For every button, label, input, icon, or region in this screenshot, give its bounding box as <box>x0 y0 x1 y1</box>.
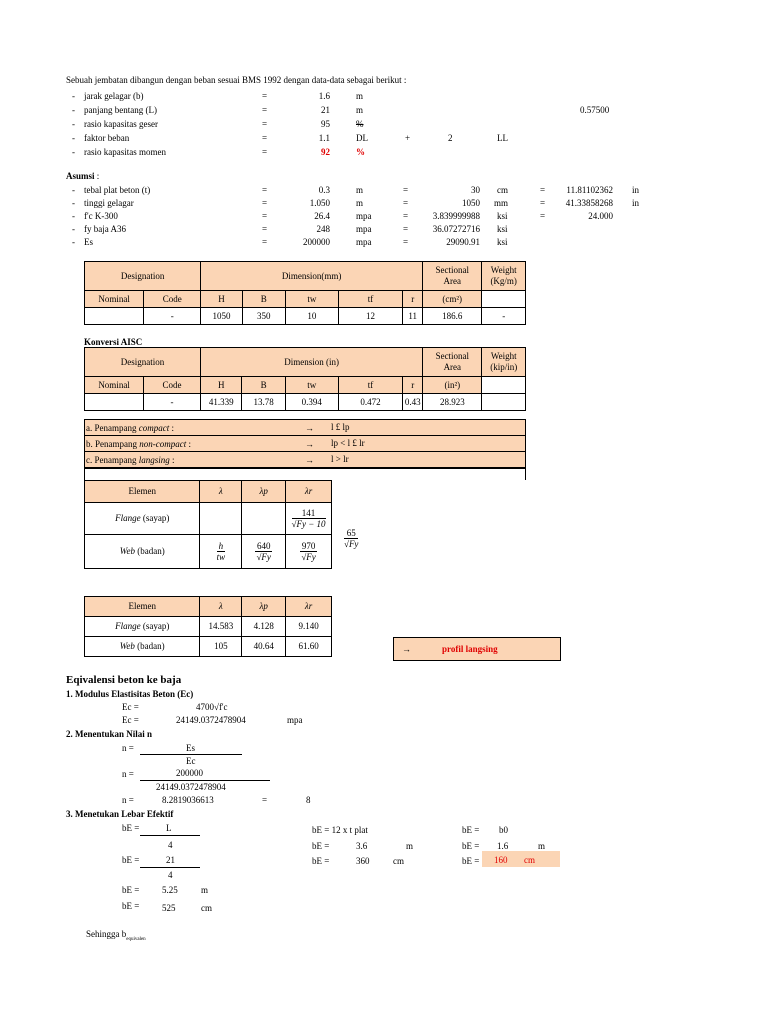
lambda-value-table <box>84 596 332 657</box>
h-header: H <box>200 377 241 394</box>
designation-header: Designation <box>85 262 201 291</box>
profil-result: profil langsing <box>442 644 498 654</box>
equals: = <box>403 185 409 195</box>
cell: - <box>482 308 526 325</box>
row-label: f'c K-300 <box>84 211 118 221</box>
row-label: fy baja A36 <box>84 224 126 234</box>
cell: 41.339 <box>200 394 241 411</box>
weight-header: Weight (Kg/m) <box>482 262 526 291</box>
unit-1: mpa <box>356 224 372 234</box>
dash: - <box>72 133 75 143</box>
value-2: 30 <box>471 185 480 195</box>
value-3: 41.33858268 <box>565 198 613 208</box>
table-row <box>85 394 526 411</box>
equals: = <box>262 91 268 101</box>
weight-unit-blank <box>482 377 526 394</box>
cell: 350 <box>242 308 285 325</box>
h-header: H <box>201 291 242 308</box>
weight-unit-blank <box>482 291 526 308</box>
equals: = <box>262 105 268 115</box>
be-value: 3.6 <box>356 841 368 851</box>
be-num: L <box>166 823 172 833</box>
equals: = <box>403 237 409 247</box>
sehingga-text: Sehingga $b_{equivalen}$ <box>86 929 146 942</box>
unit-1: mpa <box>356 211 372 221</box>
n-den: 24149.0372478904 <box>156 782 226 792</box>
value-2: 29090.91 <box>446 237 480 247</box>
asumsi-title: Asumsi <box>66 171 95 181</box>
arrow-icon: → <box>402 644 411 654</box>
dimension-header: Dimension (in) <box>200 348 422 377</box>
tw-header: tw <box>285 377 338 394</box>
cell: 11 <box>403 308 423 325</box>
equals: = <box>540 198 546 208</box>
arrow-icon: → <box>305 455 314 465</box>
nominal-header: Nominal <box>85 291 144 308</box>
be-label: bE = <box>462 825 480 835</box>
unit-2: ksi <box>497 237 508 247</box>
value-3: 11.81102362 <box>566 185 613 195</box>
equals: = <box>262 211 268 221</box>
value-1: 1.050 <box>309 198 330 208</box>
row-unit: % <box>356 147 365 157</box>
be-value: 5.25 <box>162 885 178 895</box>
row-label: rasio kapasitas momen <box>84 147 166 157</box>
cell <box>482 394 526 411</box>
cell: - <box>144 394 201 411</box>
section-2-title: 2. Menentukan Nilai n <box>66 729 153 739</box>
lambda-r-header: λr <box>286 481 332 503</box>
b-header: B <box>242 291 285 308</box>
dash: - <box>72 237 75 247</box>
n-den: Ec <box>186 756 196 766</box>
cell <box>85 394 144 411</box>
section-table-mm <box>84 261 526 325</box>
ec-unit: mpa <box>287 715 303 725</box>
be-label: bE = <box>122 885 140 895</box>
value-1: 0.3 <box>318 185 330 195</box>
web-lambda-r-formula: $\frac{970}{√Fy}$ <box>286 535 332 569</box>
intro-text: Sebuah jembatan dibangun dengan beban sesuai BMS 1992 dengan data-data sebagai berikut : <box>66 75 407 85</box>
equals: = <box>262 185 268 195</box>
dash: - <box>72 198 75 208</box>
row-value: 92 <box>321 147 330 157</box>
row-label: faktor beban <box>84 133 130 143</box>
designation-header: Designation <box>85 348 201 377</box>
penampang-label: c. Penampang langsing : <box>86 455 175 465</box>
web-lambda-formula: $\frac{h}{tw}$ <box>200 535 242 569</box>
lambda-header: λ <box>200 597 242 617</box>
ll-unit: LL <box>497 133 508 143</box>
be-label: bE = <box>122 901 140 911</box>
equals: = <box>403 198 409 208</box>
cell: 28.923 <box>423 394 482 411</box>
dash: - <box>72 185 75 195</box>
equals: = <box>403 211 409 221</box>
profil-result-box <box>393 637 561 661</box>
row-label: tinggi gelagar <box>84 198 134 208</box>
be-value: 160 <box>494 855 508 865</box>
penampang-condition: lp < l £ lr <box>331 438 365 448</box>
ec-label: Ec = <box>122 702 139 712</box>
cell <box>200 503 242 535</box>
be-label: bE = <box>462 841 480 851</box>
flange-lambda-r-formula: $\frac{141}{√Fy - 10}$ <box>286 503 332 535</box>
be-value: b0 <box>499 825 508 835</box>
formula-65: $\frac{65}{√Fy}$ <box>344 528 359 549</box>
be-result-highlight <box>482 851 560 867</box>
unit-2: mm <box>494 198 509 208</box>
n-num: 200000 <box>176 768 203 778</box>
cell: 186.6 <box>423 308 482 325</box>
tf-header: tf <box>338 291 403 308</box>
section-table-in <box>84 347 526 411</box>
dash: - <box>72 147 75 157</box>
web-label: Web (badan) <box>85 535 200 569</box>
ec-formula: 4700√f'c <box>196 702 228 712</box>
equals: = <box>262 795 268 805</box>
be-den: 4 <box>168 870 173 880</box>
unit-3: in <box>632 198 640 208</box>
elemen-header: Elemen <box>85 597 200 617</box>
sectional-header: Sectional Area <box>423 262 482 291</box>
weight-header: Weight (kip/in) <box>482 348 526 377</box>
row-value: 95 <box>321 119 330 129</box>
row-label: jarak gelagar (b) <box>84 91 144 101</box>
row-unit: m <box>356 91 364 101</box>
be-unit: cm <box>524 855 535 865</box>
cell: 1050 <box>201 308 242 325</box>
code-header: Code <box>144 377 201 394</box>
be-value: 360 <box>356 856 370 866</box>
fraction-line <box>140 835 200 836</box>
value-2: 1050 <box>462 198 480 208</box>
unit-2: cm <box>497 185 508 195</box>
row-label: tebal plat beton (t) <box>84 185 151 195</box>
asumsi-colon: : <box>94 171 100 181</box>
be-unit: cm <box>393 856 404 866</box>
cell: 0.472 <box>338 394 403 411</box>
cell: 4.128 <box>242 617 286 637</box>
be-unit: m <box>406 841 414 851</box>
be-unit: m <box>201 885 209 895</box>
dimension-header: Dimension(mm) <box>201 262 423 291</box>
unit-1: mpa <box>356 237 372 247</box>
equals: = <box>262 237 268 247</box>
n-value: 8.2819036613 <box>162 795 214 805</box>
cell: 0.43 <box>403 394 423 411</box>
equals: = <box>540 211 546 221</box>
lambda-p-header: λp <box>242 481 286 503</box>
section-3-title: 3. Menetukan Lebar Efektif <box>66 809 174 819</box>
n-label: n = <box>122 795 134 805</box>
dash: - <box>72 224 75 234</box>
cell: 14.583 <box>200 617 242 637</box>
flange-label: Flange (sayap) <box>85 503 200 535</box>
value-2: 3.839999988 <box>432 211 480 221</box>
equals: = <box>262 224 268 234</box>
row-value: 21 <box>321 105 330 115</box>
row-label: panjang bentang (L) <box>84 105 157 115</box>
asumsi-heading <box>66 170 99 182</box>
be-unit: m <box>538 841 546 851</box>
be-value: 1.6 <box>497 841 509 851</box>
cell: 40.64 <box>242 637 286 657</box>
be-label: bE = 12 x t plat <box>312 825 368 835</box>
row-unit: % <box>356 119 364 129</box>
lambda-p-header: λp <box>242 597 286 617</box>
nominal-header: Nominal <box>85 377 144 394</box>
be-den: 4 <box>168 840 173 850</box>
cell: 9.140 <box>286 617 332 637</box>
code-header: Code <box>144 291 201 308</box>
dash: - <box>72 91 75 101</box>
dash: - <box>72 211 75 221</box>
be-unit: cm <box>201 903 212 913</box>
lambda-formula-table <box>84 480 332 569</box>
penampang-spacer <box>84 467 526 480</box>
equals: = <box>262 119 268 129</box>
cell: 10 <box>285 308 338 325</box>
flange-label: Flange (sayap) <box>85 617 200 637</box>
value-1: 200000 <box>303 237 330 247</box>
cell: 105 <box>200 637 242 657</box>
row-label: Es <box>84 237 93 247</box>
r-header: r <box>403 291 423 308</box>
r-header: r <box>403 377 423 394</box>
b-header: B <box>242 377 285 394</box>
be-label: bE = <box>462 856 480 866</box>
factor-ll: 2 <box>448 133 453 143</box>
cell: 61.60 <box>286 637 332 657</box>
n-num: Es <box>186 743 195 753</box>
penampang-condition: l > lr <box>331 454 349 464</box>
value-2: 36.07272716 <box>432 224 480 234</box>
sectional-header: Sectional Area <box>423 348 482 377</box>
cell <box>242 503 286 535</box>
penampang-label: a. Penampang compact : <box>86 423 174 433</box>
equals: = <box>540 185 546 195</box>
penampang-label: b. Penampang non-compact : <box>86 439 192 449</box>
row-label: rasio kapasitas geser <box>84 119 158 129</box>
value-1: 248 <box>316 224 330 234</box>
dash: - <box>72 105 75 115</box>
be-label: bE = <box>122 855 140 865</box>
equals: = <box>262 198 268 208</box>
unit-1: m <box>356 198 364 208</box>
area-unit-header: (cm²) <box>423 291 482 308</box>
cell: 12 <box>338 308 403 325</box>
unit-1: m <box>356 185 364 195</box>
row-extra: 0.57500 <box>580 105 610 115</box>
plus: + <box>405 133 411 143</box>
row-unit: DL <box>356 133 368 143</box>
equals: = <box>262 133 268 143</box>
n-label: n = <box>122 743 134 753</box>
lambda-header: λ <box>200 481 242 503</box>
equals: = <box>262 147 268 157</box>
dash: - <box>72 119 75 129</box>
be-num: 21 <box>166 855 175 865</box>
value-3: 24.000 <box>588 211 613 221</box>
cell: 13.78 <box>242 394 285 411</box>
fraction-line <box>140 867 200 868</box>
web-lambda-p-formula: $\frac{640}{√Fy}$ <box>242 535 286 569</box>
table-row <box>85 308 526 325</box>
cell <box>85 308 144 325</box>
tf-header: tf <box>338 377 403 394</box>
row-value: 1.1 <box>318 133 330 143</box>
equiv-title: Eqivalensi beton ke baja <box>66 674 182 686</box>
ec-label: Ec = <box>122 715 139 725</box>
cell: 0.394 <box>285 394 338 411</box>
web-label: Web (badan) <box>85 637 200 657</box>
value-1: 26.4 <box>314 211 330 221</box>
penampang-condition: l £ lp <box>331 422 350 432</box>
arrow-icon: → <box>305 439 314 449</box>
unit-3: in <box>632 185 640 195</box>
be-label: bE = <box>312 841 330 851</box>
n-rounded: 8 <box>306 795 311 805</box>
area-unit-header: (in²) <box>423 377 482 394</box>
section-1-title: 1. Modulus Elastisitas Beton (Ec) <box>66 689 194 699</box>
cell: - <box>144 308 201 325</box>
konversi-title: Konversi AISC <box>84 337 143 347</box>
lambda-r-header: λr <box>286 597 332 617</box>
be-label: bE = <box>312 856 330 866</box>
unit-2: ksi <box>497 224 508 234</box>
n-label: n = <box>122 769 134 779</box>
tw-header: tw <box>285 291 338 308</box>
arrow-icon: → <box>305 423 314 433</box>
unit-2: ksi <box>497 211 508 221</box>
ec-value: 24149.0372478904 <box>176 715 246 725</box>
row-unit: m <box>356 105 364 115</box>
be-label: bE = <box>122 823 140 833</box>
elemen-header: Elemen <box>85 481 200 503</box>
row-value: 1.6 <box>318 91 330 101</box>
be-value: 525 <box>162 903 176 913</box>
equals: = <box>403 224 409 234</box>
